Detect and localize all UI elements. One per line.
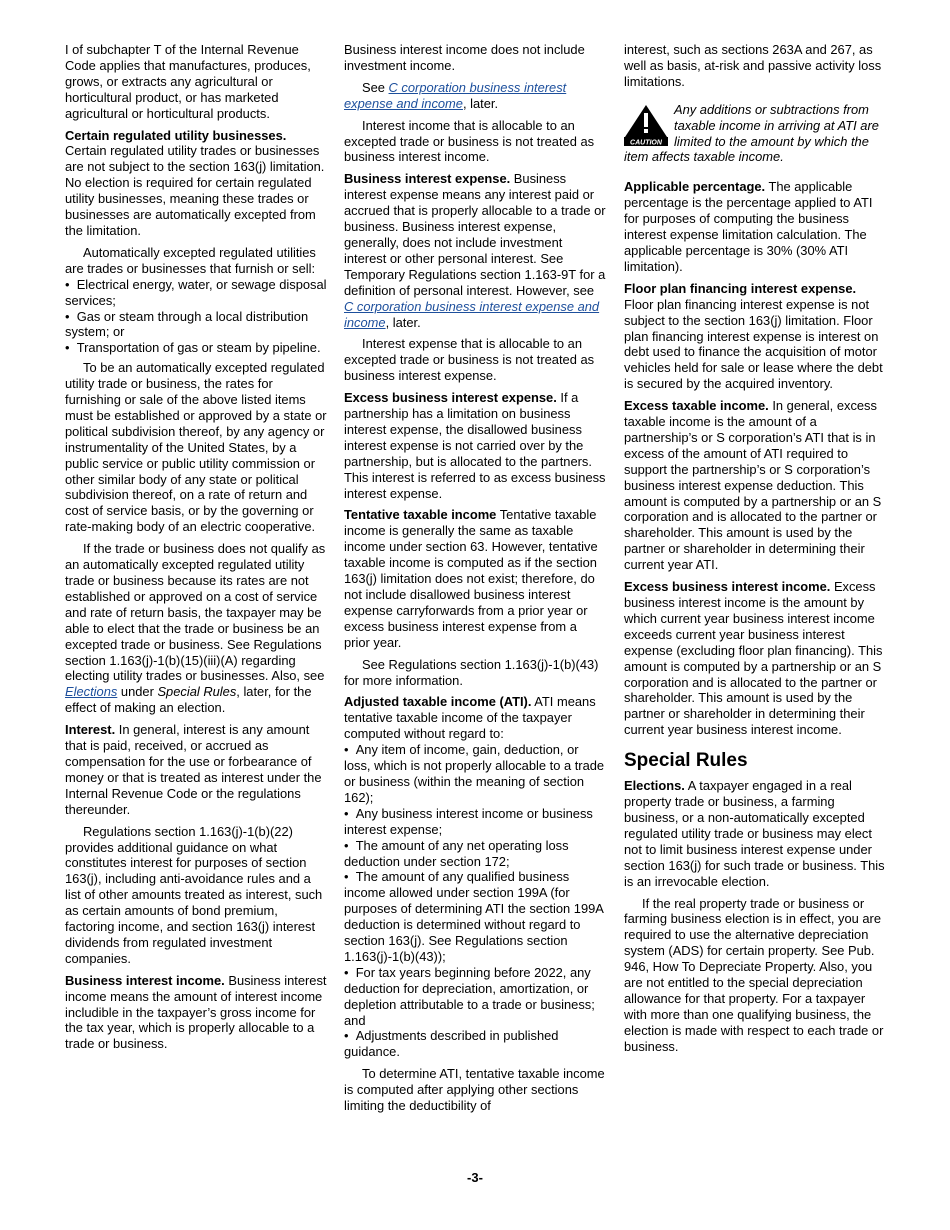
text: Special Rules (157, 684, 237, 700)
text: Certain regulated utility trades or businesses are not subject to the section 163(j) limitation. No election is required for certain regulated utility businesses, meaning these trades or businesses are automatically excepted from the limitation. (65, 143, 325, 238)
caution-label: CAUTION (630, 139, 662, 146)
text: , later. (385, 314, 421, 330)
caution-text: Any additions or subtractions from taxable income in arriving at ATI are limited to the amount by which the item affects taxable income. (624, 101, 879, 165)
paragraph: Interest expense that is allocable to an excepted trade or business is not treated as business interest expense. (344, 336, 595, 384)
paragraph-regulated-utility (65, 128, 327, 239)
paragraph-business-interest-expense (344, 171, 606, 330)
text: , later, for the effect of making an election. (65, 684, 312, 716)
paragraph-excess-taxable-income (624, 398, 886, 573)
text: If the trade or business does not qualify as an automatically excepted regulated utility trade or business because its rates are not established or approved on a cost of service and rate of return basis, the taxpayer may be able to elect that the trade or business be an excepted trade or business. See Regulations section 1.163(j)-1(b)(15)(iii)(A) regarding electing utility trades or businesses. Also, see (65, 541, 326, 684)
text: under (117, 684, 158, 700)
paragraph-interest (65, 722, 327, 817)
bullet-item: • The amount of any qualified business income allowed under section 199A (for purposes of determining ATI the section 199A deduction is determined without regard to section 163(j). See Regulations section 1.163(j)-1(b)(43)); (344, 869, 606, 964)
text: Tentative taxable income is generally the same as taxable income under section 63. However, tentative taxable income is computed as if the section 163(j) limitation does not exist; therefore, do not include disallowed business interest expense carryforwards from a prior year or excess business interest expense from a prior year. (344, 507, 598, 650)
paragraph-business-interest-income (65, 973, 327, 1053)
bullet-item: • Adjustments described in published guidance. (344, 1028, 606, 1060)
text: Floor plan financing interest expense is not subject to the section 163(j) limitation. Floor plan financing interest expense is interest on debt used to finance the acquisition of motor vehicles held for sale or lease where the debt is secured by the acquired inventory. (624, 296, 883, 392)
bullet-item: • The amount of any net operating loss deduction under section 172; (344, 838, 606, 870)
c-corporation-link[interactable]: C corporation business interest expense and income (344, 298, 600, 330)
bullet-item: • For tax years beginning before 2022, any deduction for depreciation, amortization, or depletion attributable to a trade or business; and (344, 965, 606, 1029)
text: If a partnership has a limitation on business interest expense, the disallowed business interest expense is not carried over by the partnership, but is allocated to the partners. This interest is referred to as excess business interest expense. (344, 390, 606, 501)
text: The applicable percentage is the percentage applied to ATI for purposes of computing the business interest expense limitation calculation. The applicable percentage is 30% (30% ATI limitation). (624, 179, 873, 274)
paragraph: interest, such as sections 263A and 267, as well as basis, at-risk and passive activity loss limitations. (624, 42, 882, 89)
paragraph-applicable-percentage (624, 179, 886, 274)
paragraph (65, 541, 327, 716)
bullet-item: • Any business interest income or business interest expense; (344, 806, 606, 838)
caution-note (624, 102, 886, 166)
bullet-item: • Electrical energy, water, or sewage disposal services; (65, 277, 327, 309)
paragraph-excess-business-interest-expense (344, 390, 606, 501)
heading-floor-plan: Floor plan financing interest expense. (624, 280, 857, 296)
heading-business-interest-income: Business interest income. (65, 972, 225, 988)
heading-regulated-utility: Certain regulated utility businesses. (65, 127, 287, 143)
heading-excess-business-interest-expense: Excess business interest expense. (344, 390, 557, 406)
text: A taxpayer engaged in a real property trade or business, a farming business, or a non-automatically excepted regulated utility trade or business may elect not to limit business interest expense under section 163(j) for such trade or business. This is an irrevocable election. (624, 778, 885, 889)
paragraph-excess-business-interest-income (624, 579, 886, 738)
heading-excess-taxable-income: Excess taxable income. (624, 398, 769, 414)
paragraph (344, 80, 606, 112)
heading-tentative-taxable-income: Tentative taxable income (344, 507, 497, 523)
text: In general, interest is any amount that is paid, received, or accrued as compensation for the use or forbearance of money or that is treated as interest under the Internal Revenue Code or the regulations thereunder. (65, 722, 322, 817)
heading-applicable-percentage: Applicable percentage. (624, 179, 766, 195)
caution-icon (624, 104, 668, 146)
paragraph: Regulations section 1.163(j)-1(b)(22) provides additional guidance on what constitutes interest for purposes of section 163(j), including anti-avoidance rules and a list of other amounts treated as interest, such as certain amounts of bond premium, factoring income, and section 163(j) interest dividends from regulated investment companies. (65, 823, 323, 966)
elections-link[interactable]: Elections (65, 684, 118, 700)
paragraph: To determine ATI, tentative taxable income is computed after applying other sections limiting the deductibility of (344, 1066, 605, 1114)
paragraph: Business interest income does not include investment income. (344, 42, 585, 73)
column-3 (624, 42, 886, 1061)
paragraph: I of subchapter T of the Internal Revenue Code applies that manufactures, produces, grows, or extracts any agricultural or horticultural product, or has marketed agricultural or horticultural products. (65, 42, 311, 121)
heading-business-interest-expense: Business interest expense. (344, 171, 511, 187)
text: Excess business interest income is the amount by which current year business interest income exceeds current year business interest expense (excluding floor plan financing). This amount is computed by a partnership or an S corporation and is allocated to the partner or shareholder. This amount is used by the partner or shareholder in determining their current year business interest income. (624, 579, 883, 738)
text: See (362, 79, 389, 95)
paragraph-adjusted-taxable-income (344, 694, 606, 742)
paragraph: To be an automatically excepted regulated utility trade or business, the rates for furnishing or sale of the above listed items must be established or approved by a state or political subdivision thereof, by any agency or instrumentality of the United States, by a public service or public utility commission or other similar body of any state or political subdivision thereof, on a rate of return and cost of service basis, or by the governing or rate-making body of an electric cooperative. (65, 360, 327, 535)
section-title-special-rules: Special Rules (624, 750, 748, 772)
text: Business interest expense means any interest paid or accrued that is properly allocable to a trade or business. Business interest expense, generally, does not include investment interest or other personal interest. See Temporary Regulations section 1.163-9T for a definition of personal interest. However, see (344, 171, 606, 298)
page-number: -3- (467, 1170, 483, 1185)
text: ATI means tentative taxable income of the taxpayer computed without regard to: (344, 694, 596, 742)
c-corporation-link[interactable]: C corporation business interest expense and income (344, 79, 567, 111)
heading-excess-business-interest-income: Excess business interest income. (624, 579, 831, 595)
text: Business interest income means the amount of interest income includible in the taxpayer’s gross income for the tax year, which is properly allocable to a trade or business. (65, 972, 327, 1052)
heading-interest: Interest. (65, 722, 116, 738)
paragraph: See Regulations section 1.163(j)-1(b)(43) for more information. (344, 656, 599, 688)
column-1 (65, 42, 327, 1058)
paragraph-elections (624, 778, 886, 889)
paragraph: Automatically excepted regulated utilities are trades or businesses that furnish or sell: (65, 244, 316, 276)
paragraph: If the real property trade or business or farming business election is in effect, you are required to use the alternative depreciation system (ADS) for certain property. See Pub. 946, How To Depreciate Property. Also, you are not entitled to the special depreciation allowance for that property. For a taxpayer with more than one qualifying business, the election is made with respect to each trade or business. (624, 895, 884, 1054)
text: , later. (462, 95, 499, 111)
bullet-item: • Any item of income, gain, deduction, or loss, which is not properly allocable to a trade or business (within the meaning of section 162); (344, 742, 606, 806)
bullet-item: • Transportation of gas or steam by pipeline. (65, 340, 327, 356)
paragraph-floor-plan (624, 281, 886, 392)
heading-elections: Elections. (624, 778, 685, 794)
bullet-item: • Gas or steam through a local distribution system; or (65, 309, 327, 341)
paragraph: Interest income that is allocable to an excepted trade or business is not treated as business interest income. (344, 117, 595, 165)
text: In general, excess taxable income is the amount of a partnership’s or S corporation’s ATI that is in excess of the amount of ATI required to support the partnership’s or S corporation’s business interest expense deduction. This amount is computed by a partnership or an S corporation and is allocated to the partner or shareholder. This amount is used by the partner or shareholder in determining their current year ATI. (624, 398, 882, 573)
paragraph-tentative-taxable-income (344, 507, 606, 650)
column-2 (344, 42, 606, 1120)
heading-adjusted-taxable-income: Adjusted taxable income (ATI). (344, 694, 532, 710)
